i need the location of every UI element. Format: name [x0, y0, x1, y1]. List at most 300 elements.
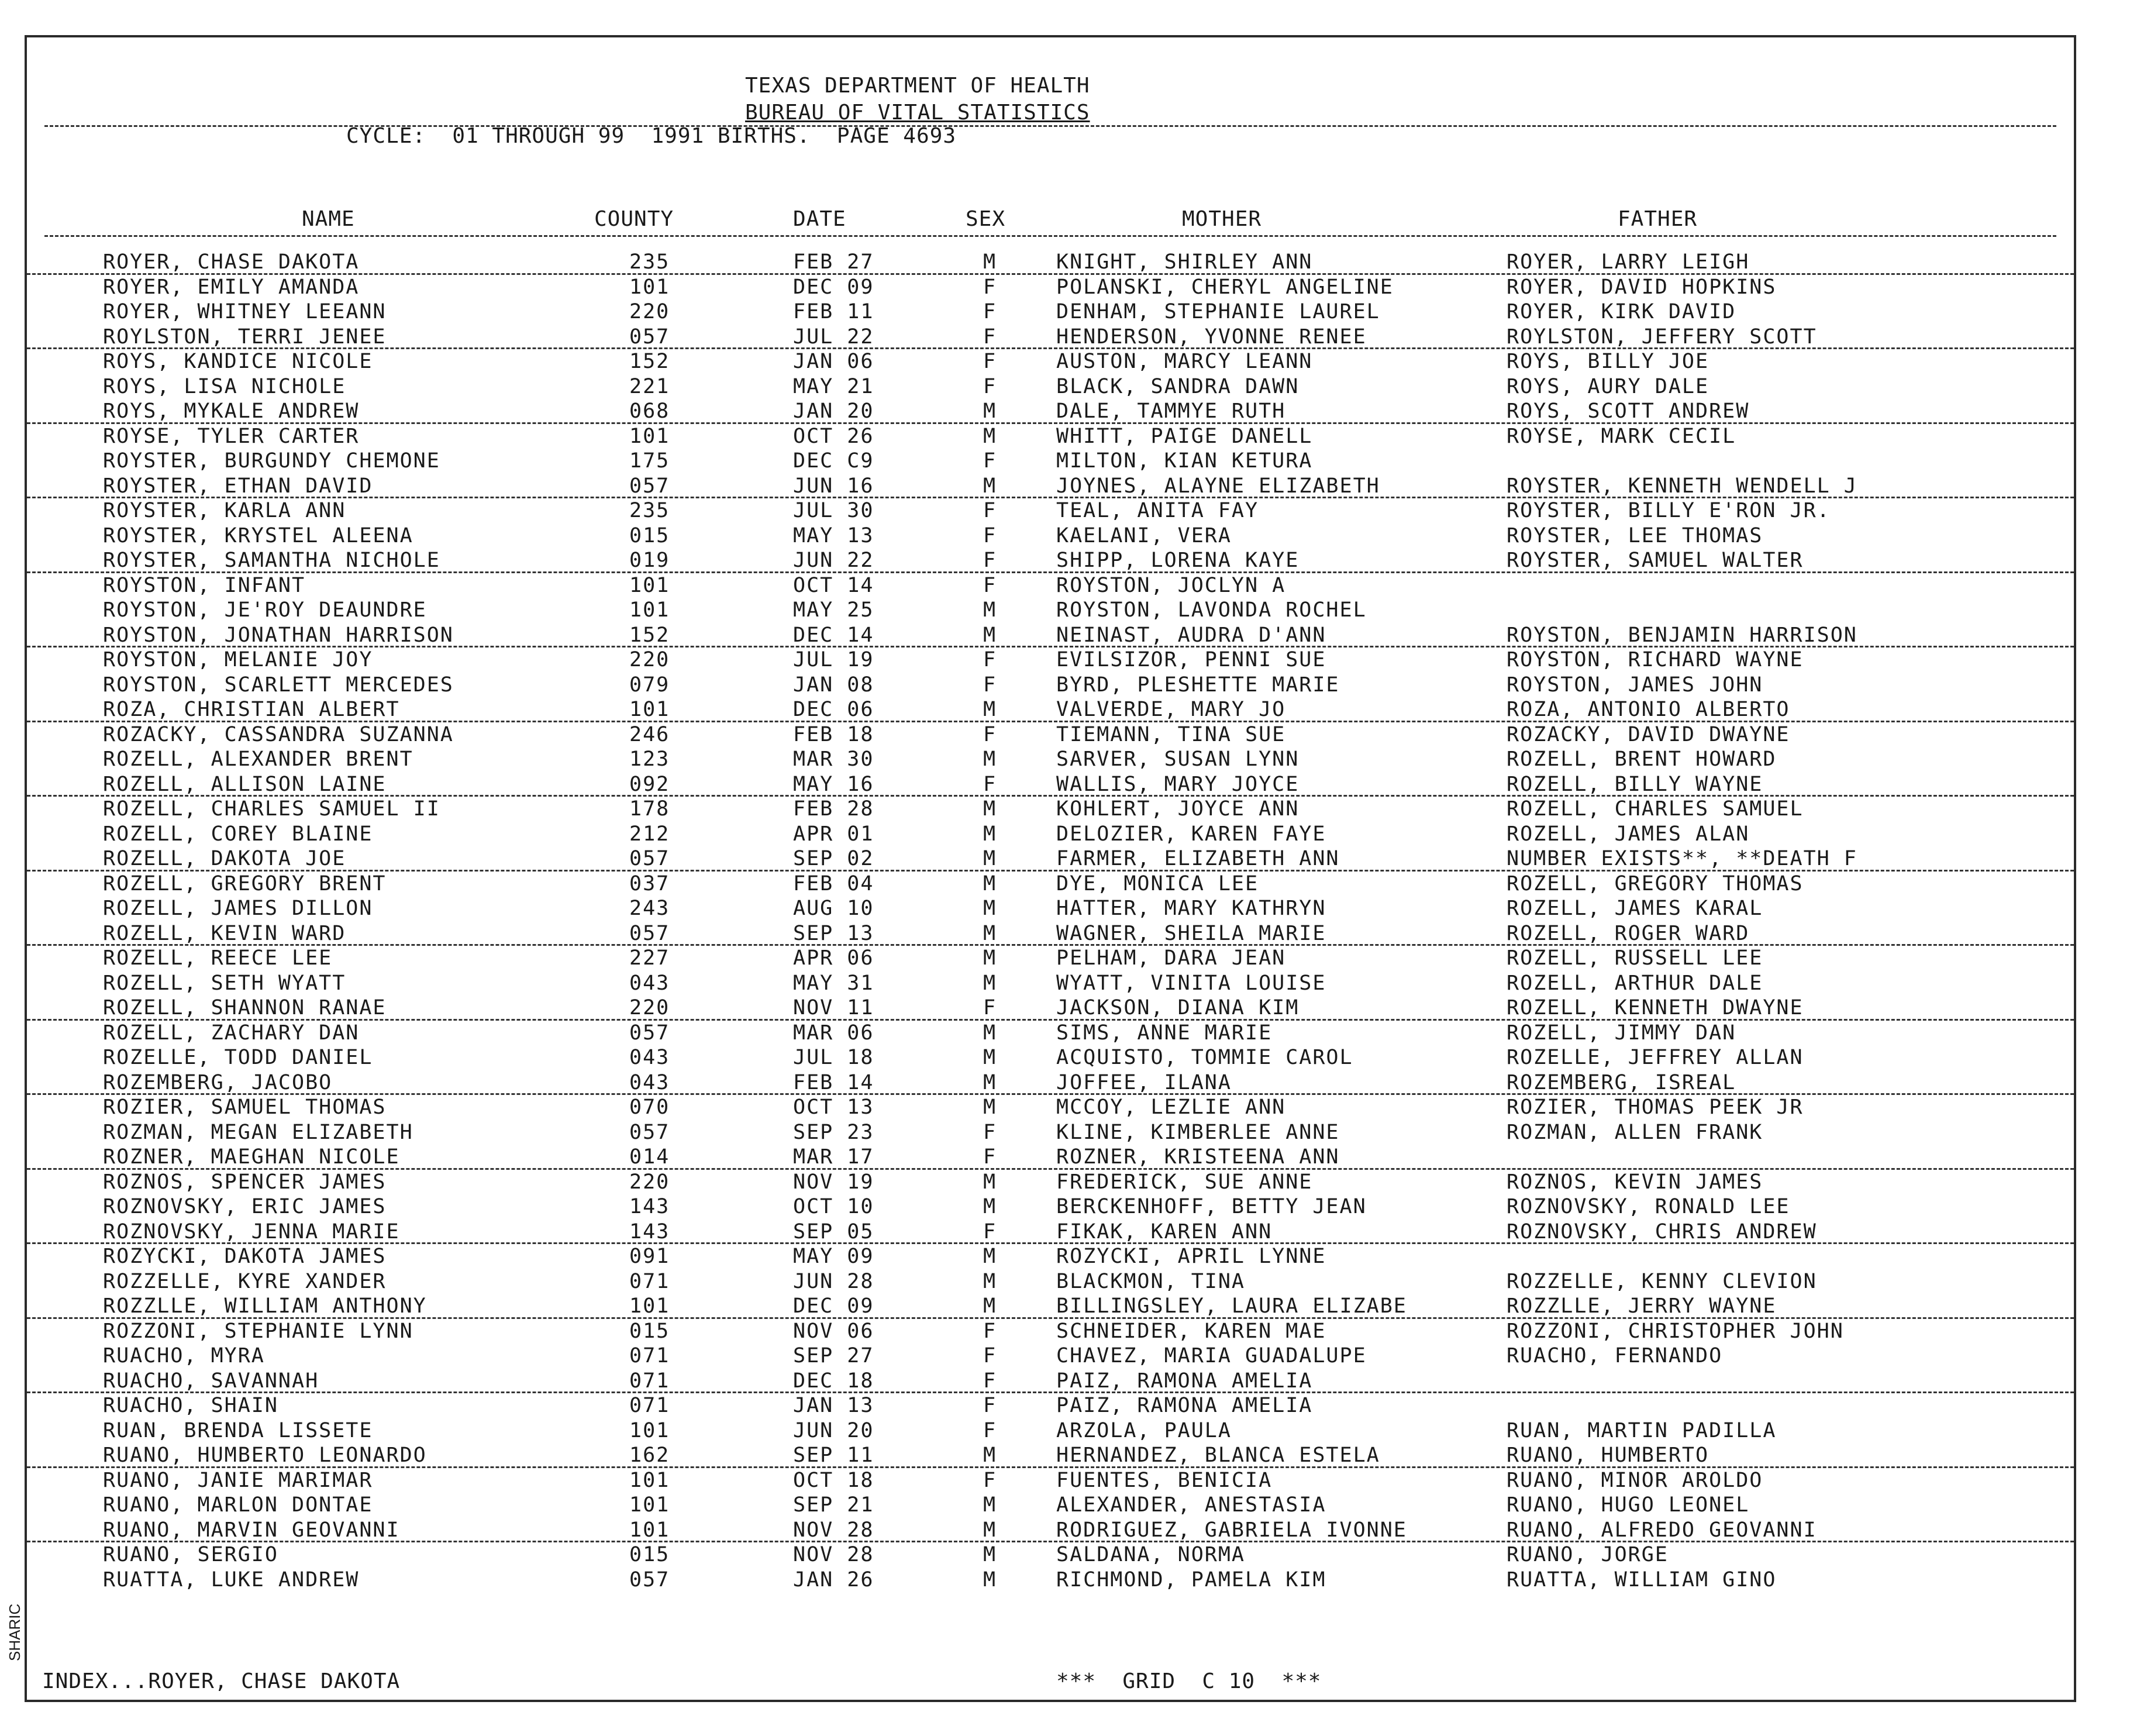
cell-sex: M [983, 872, 997, 895]
col-header-mother: MOTHER [1182, 207, 1262, 231]
cell-county: 043 [629, 1046, 670, 1069]
cell-mother: ACQUISTO, TOMMIE CAROL [1056, 1046, 1353, 1069]
cell-name: RUATTA, LUKE ANDREW [103, 1568, 360, 1592]
cell-mother: RODRIGUEZ, GABRIELA IVONNE [1056, 1518, 1407, 1542]
cell-father: ROZZONI, CHRISTOPHER JOHN [1507, 1319, 1844, 1343]
cell-mother: FIKAK, KAREN ANN [1056, 1220, 1273, 1244]
cell-county: 152 [629, 623, 670, 647]
cell-sex: F [983, 275, 997, 299]
cell-name: ROZNOVSKY, JENNA MARIE [103, 1220, 400, 1244]
cell-mother: HENDERSON, YVONNE RENEE [1056, 325, 1367, 349]
cell-father: RUANO, MINOR AROLDO [1507, 1468, 1763, 1492]
cell-mother: TEAL, ANITA FAY [1056, 499, 1259, 522]
cell-mother: PELHAM, DARA JEAN [1056, 946, 1286, 970]
cell-name: ROYLSTON, TERRI JENEE [103, 325, 387, 349]
cell-father: ROZELL, BRENT HOWARD [1507, 748, 1777, 771]
cell-county: 015 [629, 523, 670, 547]
table-row [27, 1417, 2074, 1442]
cell-father: ROZIER, THOMAS PEEK JR [1507, 1096, 1804, 1119]
cell-name: ROYS, KANDICE NICOLE [103, 350, 373, 373]
cell-county: 162 [629, 1444, 670, 1467]
cell-date: FEB 27 [793, 250, 874, 274]
cell-name: ROZELL, ALLISON LAINE [103, 772, 387, 796]
cell-mother: WYATT, VINITA LOUISE [1056, 971, 1326, 995]
cell-county: 070 [629, 1096, 670, 1119]
cell-sex: M [983, 399, 997, 423]
cell-name: ROYSE, TYLER CARTER [103, 424, 360, 448]
table-row [27, 1093, 2074, 1118]
cell-county: 235 [629, 250, 670, 274]
cell-mother: TIEMANN, TINA SUE [1056, 722, 1286, 746]
cell-county: 057 [629, 1120, 670, 1144]
table-row [27, 1242, 2074, 1267]
cell-county: 212 [629, 822, 670, 846]
cell-date: JUL 18 [793, 1046, 874, 1069]
cell-county: 221 [629, 374, 670, 398]
cell-name: ROZACKY, CASSANDRA SUZANNA [103, 722, 454, 746]
cell-sex: F [983, 1220, 997, 1244]
table-row [27, 944, 2074, 969]
table-row [27, 919, 2074, 946]
cell-father: RUACHO, FERNANDO [1507, 1344, 1723, 1368]
cell-name: ROZELL, COREY BLAINE [103, 822, 373, 846]
cell-county: 071 [629, 1344, 670, 1368]
cell-name: ROYSTER, KARLA ANN [103, 499, 346, 522]
cell-county: 091 [629, 1245, 670, 1268]
cell-father: ROZACKY, DAVID DWAYNE [1507, 722, 1790, 746]
cell-name: ROYSTER, KRYSTEL ALEENA [103, 523, 413, 547]
cell-father: ROYS, BILLY JOE [1507, 350, 1709, 373]
cell-date: FEB 14 [793, 1070, 874, 1094]
cell-name: RUANO, HUMBERTO LEONARDO [103, 1444, 427, 1467]
table-row [27, 1143, 2074, 1170]
cell-date: DEC 09 [793, 275, 874, 299]
cell-father: ROZA, ANTONIO ALBERTO [1507, 698, 1790, 721]
cell-county: 057 [629, 1021, 670, 1045]
table-row [27, 1516, 2074, 1543]
cell-sex: F [983, 1369, 997, 1393]
cell-father: ROZELL, GREGORY THOMAS [1507, 872, 1804, 895]
cell-father: ROYSTON, RICHARD WAYNE [1507, 648, 1804, 671]
cell-date: OCT 10 [793, 1195, 874, 1218]
cell-father: ROZMAN, ALLEN FRANK [1507, 1120, 1763, 1144]
table-row [27, 1317, 2074, 1342]
cell-name: ROYSTON, INFANT [103, 573, 306, 597]
cell-name: RUANO, MARVIN GEOVANNI [103, 1518, 400, 1542]
cell-sex: M [983, 1493, 997, 1517]
cell-sex: M [983, 897, 997, 920]
table-row [27, 721, 2074, 746]
table-row [27, 596, 2074, 621]
cell-county: 071 [629, 1394, 670, 1417]
cell-sex: F [983, 449, 997, 473]
table-row [27, 472, 2074, 499]
cell-father: ROZNOVSKY, RONALD LEE [1507, 1195, 1790, 1218]
cell-father: ROZELL, JAMES ALAN [1507, 822, 1750, 846]
cell-mother: KAELANI, VERA [1056, 523, 1232, 547]
table-row [27, 845, 2074, 872]
cell-mother: EVILSIZOR, PENNI SUE [1056, 648, 1326, 671]
cell-county: 101 [629, 1468, 670, 1492]
cell-sex: F [983, 1120, 997, 1144]
cell-mother: NEINAST, AUDRA D'ANN [1056, 623, 1326, 647]
col-header-date: DATE [793, 207, 846, 231]
cell-date: MAR 30 [793, 748, 874, 771]
cell-county: 101 [629, 1493, 670, 1517]
table-row [27, 1367, 2074, 1394]
cell-date: FEB 28 [793, 797, 874, 821]
cell-county: 101 [629, 424, 670, 448]
cell-county: 079 [629, 673, 670, 697]
cell-mother: ROYSTON, LAVONDA ROCHEL [1056, 598, 1367, 622]
cell-sex: M [983, 1444, 997, 1467]
cell-name: ROZYCKI, DAKOTA JAMES [103, 1245, 387, 1268]
cell-date: APR 01 [793, 822, 874, 846]
cell-father: ROZZELLE, KENNY CLEVION [1507, 1269, 1817, 1293]
cell-name: ROZELL, KEVIN WARD [103, 921, 346, 945]
cell-county: 057 [629, 1568, 670, 1592]
cell-father: ROZNOVSKY, CHRIS ANDREW [1507, 1220, 1817, 1244]
cell-name: ROZMAN, MEGAN ELIZABETH [103, 1120, 413, 1144]
cell-sex: F [983, 499, 997, 522]
cell-name: ROZZLLE, WILLIAM ANTHONY [103, 1294, 427, 1318]
table-row [27, 397, 2074, 424]
records-table [27, 37, 2074, 1700]
table-row [27, 373, 2074, 398]
cell-mother: WALLIS, MARY JOYCE [1056, 772, 1300, 796]
cell-sex: M [983, 1046, 997, 1069]
cell-mother: ROZNER, KRISTEENA ANN [1056, 1145, 1340, 1169]
cell-mother: KNIGHT, SHIRLEY ANN [1056, 250, 1313, 274]
cell-name: ROYSTER, ETHAN DAVID [103, 474, 373, 498]
cell-mother: JOFFEE, ILANA [1056, 1070, 1232, 1094]
cell-sex: M [983, 1195, 997, 1218]
cell-father: RUANO, JORGE [1507, 1543, 1669, 1566]
side-label: SHARIC [6, 1603, 23, 1661]
cell-date: NOV 11 [793, 996, 874, 1019]
cell-mother: SIMS, ANNE MARIE [1056, 1021, 1273, 1045]
cell-county: 092 [629, 772, 670, 796]
cell-name: RUANO, MARLON DONTAE [103, 1493, 373, 1517]
cell-mother: SARVER, SUSAN LYNN [1056, 748, 1300, 771]
cell-father: ROYER, KIRK DAVID [1507, 300, 1736, 323]
page-frame [25, 35, 2076, 1702]
table-row [27, 1193, 2074, 1218]
cell-date: MAY 21 [793, 374, 874, 398]
table-row [27, 447, 2074, 472]
cell-county: 178 [629, 797, 670, 821]
cell-sex: M [983, 971, 997, 995]
cell-father: ROYS, SCOTT ANDREW [1507, 399, 1750, 423]
cell-sex: M [983, 474, 997, 498]
cell-name: ROYER, EMILY AMANDA [103, 275, 360, 299]
cell-sex: M [983, 424, 997, 448]
table-row [27, 1118, 2074, 1143]
cell-mother: MCCOY, LEZLIE ANN [1056, 1096, 1286, 1119]
cell-mother: CHAVEZ, MARIA GUADALUPE [1056, 1344, 1367, 1368]
table-row [27, 894, 2074, 919]
cell-date: SEP 27 [793, 1344, 874, 1368]
cell-county: 220 [629, 996, 670, 1019]
cell-sex: M [983, 623, 997, 647]
cell-name: ROZELL, ALEXANDER BRENT [103, 748, 413, 771]
cell-sex: F [983, 523, 997, 547]
table-row [27, 994, 2074, 1021]
cell-date: SEP 13 [793, 921, 874, 945]
cell-name: ROZZELLE, KYRE XANDER [103, 1269, 387, 1293]
cell-father: RUANO, ALFREDO GEOVANNI [1507, 1518, 1817, 1542]
cell-mother: DELOZIER, KAREN FAYE [1056, 822, 1326, 846]
footer-grid: *** GRID C 10 *** [1056, 1669, 1322, 1693]
cell-name: ROYSTER, BURGUNDY CHEMONE [103, 449, 440, 473]
cell-mother: BLACK, SANDRA DAWN [1056, 374, 1300, 398]
table-row [27, 1342, 2074, 1367]
cell-date: OCT 18 [793, 1468, 874, 1492]
cell-date: FEB 18 [793, 722, 874, 746]
table-row [27, 273, 2074, 298]
cell-date: AUG 10 [793, 897, 874, 920]
cell-mother: DENHAM, STEPHANIE LAUREL [1056, 300, 1380, 323]
cell-father: ROYSTON, JAMES JOHN [1507, 673, 1763, 697]
cell-sex: M [983, 1568, 997, 1592]
table-row [27, 1168, 2074, 1193]
table-row [27, 1019, 2074, 1044]
cell-father: RUATTA, WILLIAM GINO [1507, 1568, 1777, 1592]
cell-date: FEB 11 [793, 300, 874, 323]
cell-county: 235 [629, 499, 670, 522]
cell-sex: F [983, 722, 997, 746]
cell-date: DEC 14 [793, 623, 874, 647]
cell-date: JUN 28 [793, 1269, 874, 1293]
cell-father: NUMBER EXISTS**, **DEATH F [1507, 847, 1857, 870]
cell-father: ROZELL, KENNETH DWAYNE [1507, 996, 1804, 1019]
cell-mother: AUSTON, MARCY LEANN [1056, 350, 1313, 373]
table-row [27, 621, 2074, 648]
cell-county: 175 [629, 449, 670, 473]
cell-sex: F [983, 1145, 997, 1169]
cell-county: 057 [629, 474, 670, 498]
table-row [27, 1566, 2074, 1591]
cell-mother: BYRD, PLESHETTE MARIE [1056, 673, 1340, 697]
cell-county: 015 [629, 1543, 670, 1566]
col-header-father: FATHER [1618, 207, 1698, 231]
col-header-sex: SEX [966, 207, 1006, 231]
cell-name: RUACHO, SAVANNAH [103, 1369, 319, 1393]
cell-county: 071 [629, 1269, 670, 1293]
cell-date: DEC 18 [793, 1369, 874, 1393]
cell-date: APR 06 [793, 946, 874, 970]
table-row [27, 820, 2074, 845]
cell-sex: F [983, 374, 997, 398]
cell-father: ROZELL, JIMMY DAN [1507, 1021, 1736, 1045]
cell-mother: SHIPP, LORENA KAYE [1056, 549, 1300, 572]
table-row [27, 1466, 2074, 1492]
cell-sex: M [983, 698, 997, 721]
cell-name: ROZNOVSKY, ERIC JAMES [103, 1195, 387, 1218]
cell-date: NOV 28 [793, 1543, 874, 1566]
cell-county: 101 [629, 698, 670, 721]
cell-mother: JACKSON, DIANA KIM [1056, 996, 1300, 1019]
cell-date: SEP 05 [793, 1220, 874, 1244]
table-row [27, 795, 2074, 820]
cell-sex: F [983, 325, 997, 349]
cell-mother: BERCKENHOFF, BETTY JEAN [1056, 1195, 1367, 1218]
cell-date: OCT 26 [793, 424, 874, 448]
header-subtitle: BUREAU OF VITAL STATISTICS [745, 101, 1090, 125]
cell-mother: POLANSKI, CHERYL ANGELINE [1056, 275, 1394, 299]
cell-date: MAY 13 [793, 523, 874, 547]
table-row [27, 323, 2074, 350]
table-row [27, 571, 2074, 597]
cell-date: MAY 16 [793, 772, 874, 796]
cell-name: ROZELL, DAKOTA JOE [103, 847, 346, 870]
cell-county: 019 [629, 549, 670, 572]
cell-sex: M [983, 1294, 997, 1318]
cell-sex: F [983, 772, 997, 796]
cell-date: SEP 02 [793, 847, 874, 870]
table-row [27, 546, 2074, 573]
cell-county: 101 [629, 1418, 670, 1442]
cell-county: 101 [629, 573, 670, 597]
cell-father: RUANO, HUMBERTO [1507, 1444, 1709, 1467]
cell-county: 043 [629, 971, 670, 995]
cell-date: NOV 28 [793, 1518, 874, 1542]
cell-date: DEC 06 [793, 698, 874, 721]
cell-county: 243 [629, 897, 670, 920]
table-row [27, 1391, 2074, 1417]
cell-mother: BILLINGSLEY, LAURA ELIZABE [1056, 1294, 1407, 1318]
cell-father: ROYSTER, KENNETH WENDELL J [1507, 474, 1857, 498]
cell-name: RUANO, SERGIO [103, 1543, 278, 1566]
cell-county: 143 [629, 1220, 670, 1244]
cell-name: ROZNOS, SPENCER JAMES [103, 1170, 387, 1194]
cell-county: 101 [629, 1518, 670, 1542]
cell-date: JAN 20 [793, 399, 874, 423]
cell-mother: VALVERDE, MARY JO [1056, 698, 1286, 721]
cell-mother: FUENTES, BENICIA [1056, 1468, 1273, 1492]
cell-date: NOV 06 [793, 1319, 874, 1343]
cell-father: ROZELL, CHARLES SAMUEL [1507, 797, 1804, 821]
cell-sex: M [983, 1543, 997, 1566]
cell-date: JUN 20 [793, 1418, 874, 1442]
cell-date: JUL 19 [793, 648, 874, 671]
cell-father: ROZELL, ARTHUR DALE [1507, 971, 1763, 995]
cell-mother: FARMER, ELIZABETH ANN [1056, 847, 1340, 870]
cell-county: 057 [629, 325, 670, 349]
table-row [27, 671, 2074, 696]
cell-sex: F [983, 1319, 997, 1343]
cell-father: ROZEMBERG, ISREAL [1507, 1070, 1736, 1094]
cell-date: JAN 08 [793, 673, 874, 697]
table-row [27, 646, 2074, 671]
cell-name: ROYSTER, SAMANTHA NICHOLE [103, 549, 440, 572]
cell-date: NOV 19 [793, 1170, 874, 1194]
cell-county: 057 [629, 921, 670, 945]
cell-sex: M [983, 1518, 997, 1542]
table-row [27, 248, 2074, 275]
cell-county: 068 [629, 399, 670, 423]
cell-sex: M [983, 1269, 997, 1293]
cell-mother: PAIZ, RAMONA AMELIA [1056, 1394, 1313, 1417]
col-header-name: NAME [302, 207, 355, 231]
cell-mother: ROYSTON, JOCLYN A [1056, 573, 1286, 597]
cell-date: MAY 25 [793, 598, 874, 622]
cell-name: ROZELL, CHARLES SAMUEL II [103, 797, 440, 821]
cell-date: SEP 23 [793, 1120, 874, 1144]
cell-sex: M [983, 1021, 997, 1045]
cell-county: 220 [629, 1170, 670, 1194]
cell-name: ROYER, WHITNEY LEEANN [103, 300, 387, 323]
table-row [27, 1491, 2074, 1516]
cell-date: JAN 06 [793, 350, 874, 373]
cell-name: ROZELL, GREGORY BRENT [103, 872, 387, 895]
table-row [27, 1292, 2074, 1319]
table-row [27, 347, 2074, 373]
cell-sex: F [983, 300, 997, 323]
cell-sex: F [983, 996, 997, 1019]
cell-father: ROZELL, RUSSELL LEE [1507, 946, 1763, 970]
cell-name: ROZEMBERG, JACOBO [103, 1070, 333, 1094]
table-row [27, 745, 2074, 770]
table-row [27, 1069, 2074, 1096]
cell-sex: M [983, 1096, 997, 1119]
cell-sex: F [983, 648, 997, 671]
cell-father: ROZNOS, KEVIN JAMES [1507, 1170, 1763, 1194]
table-row [27, 1541, 2074, 1566]
cell-father: ROZELLE, JEFFREY ALLAN [1507, 1046, 1804, 1069]
footer-index: INDEX...ROYER, CHASE DAKOTA [42, 1669, 401, 1693]
cell-mother: SCHNEIDER, KAREN MAE [1056, 1319, 1326, 1343]
cell-mother: DYE, MONICA LEE [1056, 872, 1259, 895]
cell-mother: BLACKMON, TINA [1056, 1269, 1246, 1293]
cell-county: 220 [629, 648, 670, 671]
cell-father: ROYSTON, BENJAMIN HARRISON [1507, 623, 1857, 647]
cycle-line: CYCLE: 01 THROUGH 99 1991 BIRTHS. PAGE 4693 [346, 124, 956, 148]
cell-date: JUN 16 [793, 474, 874, 498]
cell-date: JUL 22 [793, 325, 874, 349]
cell-name: ROYS, LISA NICHOLE [103, 374, 346, 398]
cell-father: RUANO, HUGO LEONEL [1507, 1493, 1750, 1517]
cell-county: 015 [629, 1319, 670, 1343]
cell-date: MAY 09 [793, 1245, 874, 1268]
cell-sex: F [983, 1394, 997, 1417]
cell-county: 220 [629, 300, 670, 323]
cell-county: 101 [629, 275, 670, 299]
table-row [27, 870, 2074, 895]
cell-mother: DALE, TAMMYE RUTH [1056, 399, 1286, 423]
header-title: TEXAS DEPARTMENT OF HEALTH [745, 74, 1090, 98]
cell-sex: M [983, 1070, 997, 1094]
cell-county: 043 [629, 1070, 670, 1094]
cell-name: RUAN, BRENDA LISSETE [103, 1418, 373, 1442]
table-row [27, 522, 2074, 547]
cell-name: RUACHO, SHAIN [103, 1394, 278, 1417]
cell-date: MAR 06 [793, 1021, 874, 1045]
cell-sex: M [983, 847, 997, 870]
table-row [27, 1043, 2074, 1069]
cell-name: ROZELL, SHANNON RANAE [103, 996, 387, 1019]
table-row [27, 497, 2074, 522]
cell-name: ROZELLE, TODD DANIEL [103, 1046, 373, 1069]
cell-name: ROYSTON, SCARLETT MERCEDES [103, 673, 454, 697]
cell-mother: WAGNER, SHEILA MARIE [1056, 921, 1326, 945]
cell-sex: F [983, 673, 997, 697]
cell-mother: PAIZ, RAMONA AMELIA [1056, 1369, 1313, 1393]
cell-mother: KOHLERT, JOYCE ANN [1056, 797, 1300, 821]
cell-mother: ALEXANDER, ANESTASIA [1056, 1493, 1326, 1517]
cell-name: ROZELL, REECE LEE [103, 946, 333, 970]
table-row [27, 1218, 2074, 1245]
